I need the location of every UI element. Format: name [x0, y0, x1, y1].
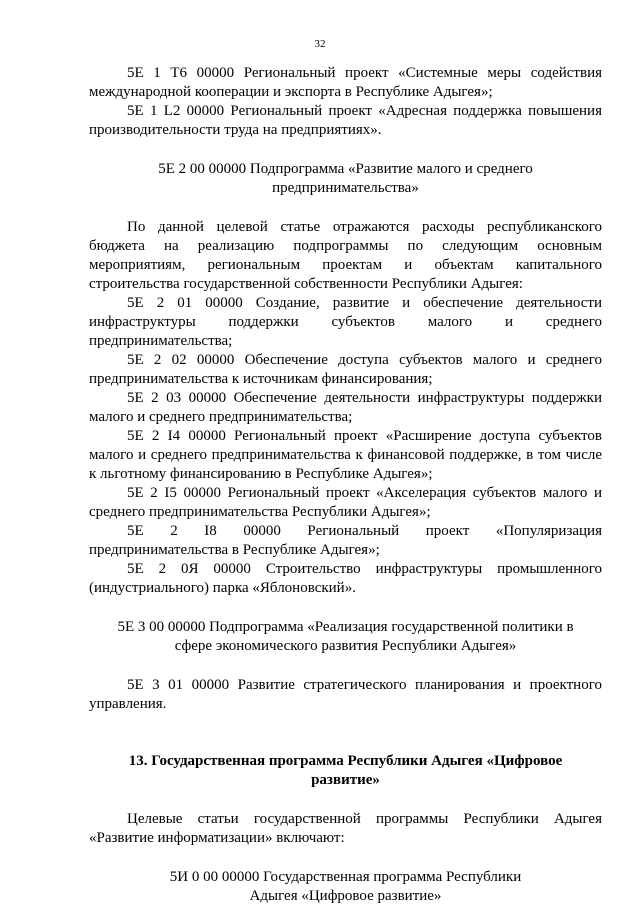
subprogram-5e2-intro: По данной целевой статье отражаются расходы республиканского бюджета на реализацию подпрограммы по следующим основным мероприятиям, региональным проектам и объектам капитального строительства государственной собственности Республики Адыгея:	[89, 219, 602, 292]
list-item-5e2-i5: 5Е 2 I5 00000 Региональный проект «Акселерация субъектов малого и среднего предпринимательства Республики Адыгея»;	[89, 485, 602, 520]
list-item-5e2-0ya: 5Е 2 0Я 00000 Строительство инфраструктуры промышленного (индустриального) парка «Яблоновский».	[89, 561, 602, 596]
list-item-5e2-i4: 5Е 2 I4 00000 Региональный проект «Расширение доступа субъектов малого и среднего предпринимательства к финансовой поддержке, в том числе к льготному финансированию в Республике Адыгея»;	[89, 428, 602, 482]
section-13-heading: 13. Государственная программа Республики Адыгея «Цифровое развитие»	[128, 753, 563, 788]
subprogram-5e2-heading: 5Е 2 00 00000 Подпрограмма «Развитие малого и среднего предпринимательства»	[158, 161, 533, 196]
paragraph-regional-project-t6: 5Е 1 Т6 00000 Региональный проект «Системные меры содействия международной кооперации и экспорта в Республике Адыгея»;	[89, 65, 602, 100]
section-13-intro: Целевые статьи государственной программы Республики Адыгея «Развитие информатизации» включают:	[89, 811, 602, 846]
program-5i-heading: 5И 0 00 00000 Государственная программа Республики Адыгея «Цифровое развитие»	[169, 869, 522, 904]
list-item-5e2-03: 5Е 2 03 00000 Обеспечение деятельности инфраструктуры поддержки малого и среднего предпринимательства;	[89, 390, 602, 425]
list-item-5e2-i8: 5Е 2 I8 00000 Региональный проект «Популяризация предпринимательства в Республике Адыгея»;	[89, 523, 602, 558]
subprogram-5e3-heading: 5Е 3 00 00000 Подпрограмма «Реализация государственной политики в сфере экономического развития Республики Адыгея»	[117, 619, 574, 654]
paragraph-regional-project-l2: 5Е 1 L2 00000 Региональный проект «Адресная поддержка повышения производительности труда на предприятиях».	[89, 103, 602, 138]
list-item-5e3-01: 5Е 3 01 00000 Развитие стратегического планирования и проектного управления.	[89, 677, 602, 712]
list-item-5e2-01: 5Е 2 01 00000 Создание, развитие и обеспечение деятельности инфраструктуры поддержки субъектов малого и среднего предпринимательства;	[89, 295, 602, 349]
page-number: 32	[314, 38, 326, 50]
document-body	[89, 64, 602, 906]
list-item-5e2-02: 5Е 2 02 00000 Обеспечение доступа субъектов малого и среднего предпринимательства к источникам финансирования;	[89, 352, 602, 387]
